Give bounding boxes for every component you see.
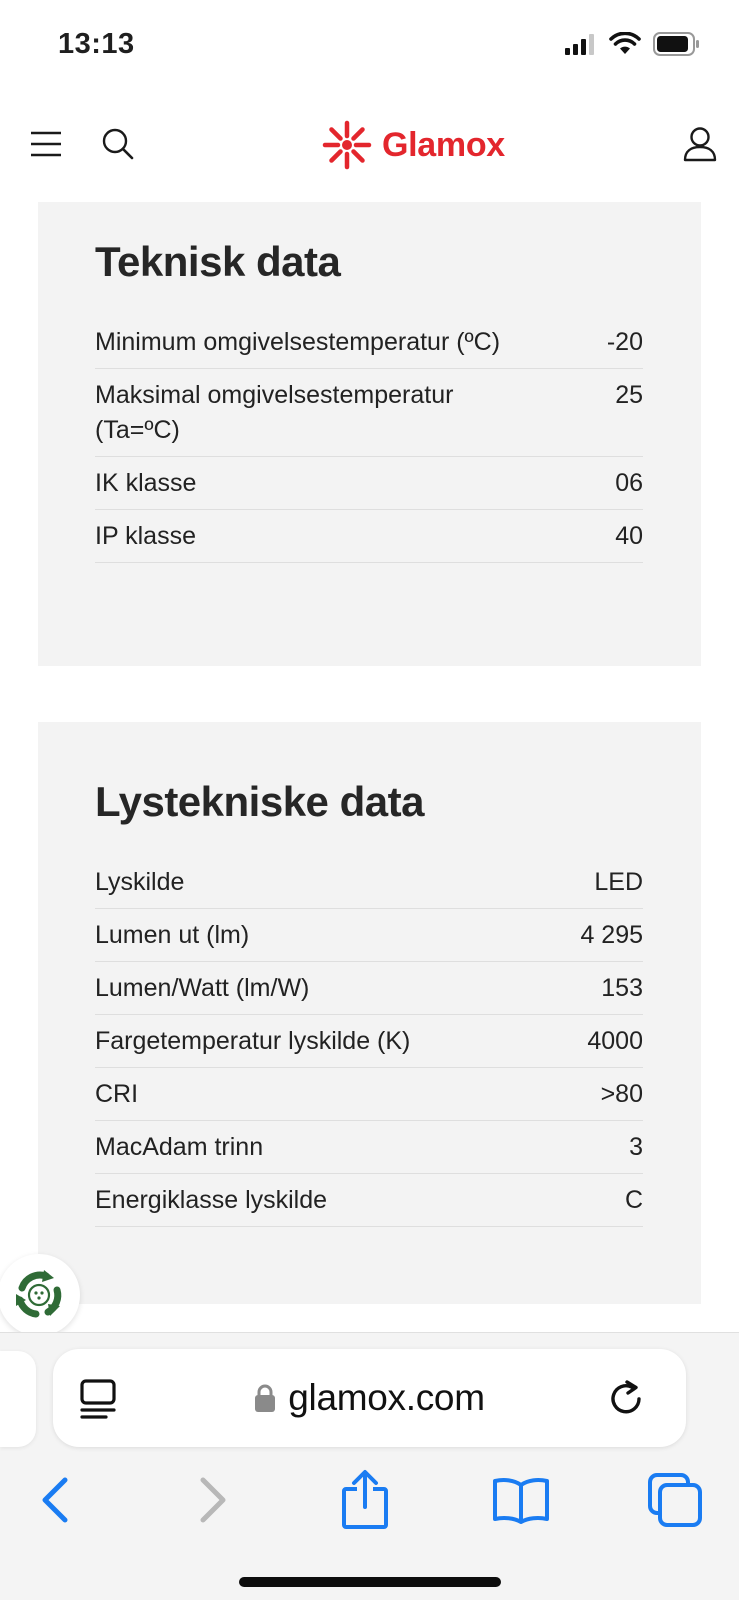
row-value: 06 <box>615 469 643 497</box>
row-value: 4000 <box>587 1027 643 1055</box>
row-value: 153 <box>601 974 643 1002</box>
row-value: 25 <box>615 381 643 409</box>
status-bar <box>0 0 739 92</box>
forward-icon <box>198 1477 228 1523</box>
status-time: 13:13 <box>58 28 135 60</box>
signal-icon <box>565 33 597 55</box>
bookmarks-icon <box>492 1476 550 1524</box>
search-button[interactable] <box>98 124 138 164</box>
account-icon <box>683 126 717 162</box>
row-value: 40 <box>615 522 643 550</box>
row-label: Lumen ut (lm) <box>95 921 250 949</box>
battery-icon <box>653 32 699 56</box>
recycle-icon <box>10 1266 68 1324</box>
row-value: LED <box>594 868 643 896</box>
row-value: 4 295 <box>580 921 643 949</box>
bookmarks-button[interactable] <box>486 1465 556 1535</box>
glamox-logo-icon <box>322 120 372 170</box>
back-button[interactable] <box>20 1465 90 1535</box>
sustainability-badge[interactable] <box>0 1254 80 1336</box>
forward-button[interactable] <box>178 1465 248 1535</box>
status-icons <box>565 32 699 56</box>
table-row <box>95 316 643 369</box>
tabs-icon <box>648 1473 702 1527</box>
browser-toolbar <box>0 1465 739 1535</box>
row-label: Maksimal omgivelsestemperatur (Ta=ºC) <box>95 381 454 444</box>
lighting-data-card <box>38 722 701 1304</box>
table-row <box>95 909 643 962</box>
site-header <box>0 110 739 184</box>
brand-logo[interactable] <box>322 120 505 170</box>
row-label: Fargetemperatur lyskilde (K) <box>95 1027 411 1055</box>
address-bar[interactable] <box>53 1349 686 1447</box>
row-label: CRI <box>95 1080 139 1108</box>
row-label: MacAdam trinn <box>95 1133 264 1161</box>
table-row <box>95 1121 643 1174</box>
previous-tab-peek[interactable] <box>0 1351 36 1447</box>
row-value: 3 <box>629 1133 643 1161</box>
row-value: C <box>624 1186 643 1214</box>
menu-icon <box>29 130 63 158</box>
row-label: Lyskilde <box>95 868 185 896</box>
table-row <box>95 510 643 563</box>
share-button[interactable] <box>330 1465 400 1535</box>
table-row <box>95 1174 643 1227</box>
lock-icon <box>254 1383 276 1413</box>
wifi-icon <box>609 32 641 56</box>
reload-button[interactable] <box>605 1377 649 1421</box>
table-row <box>95 856 643 909</box>
reload-icon <box>608 1379 646 1419</box>
row-label: Minimum omgivelsestemperatur (ºC) <box>95 328 501 356</box>
home-indicator[interactable] <box>239 1577 501 1587</box>
row-label: IK klasse <box>95 469 197 497</box>
tabs-button[interactable] <box>640 1465 710 1535</box>
row-label: Lumen/Watt (lm/W) <box>95 974 310 1002</box>
url-display[interactable] <box>53 1349 686 1447</box>
card-title: Teknisk data <box>95 238 341 285</box>
card-title: Lystekniske data <box>95 778 424 825</box>
row-value: >80 <box>600 1080 643 1108</box>
table-row <box>95 457 643 510</box>
back-icon <box>40 1477 70 1523</box>
row-value: -20 <box>606 328 643 356</box>
account-button[interactable] <box>680 124 720 164</box>
table-row <box>95 962 643 1015</box>
brand-name: Glamox <box>382 125 505 164</box>
technical-data-card <box>38 202 701 666</box>
menu-button[interactable] <box>26 124 66 164</box>
table-row <box>95 1015 643 1068</box>
table-row <box>95 369 643 457</box>
search-icon <box>101 127 135 161</box>
share-icon <box>340 1469 390 1531</box>
url-text: glamox.com <box>288 1377 485 1418</box>
row-label: IP klasse <box>95 522 196 550</box>
browser-chrome <box>0 1332 739 1600</box>
row-label: Energiklasse lyskilde <box>95 1186 328 1214</box>
table-row <box>95 1068 643 1121</box>
